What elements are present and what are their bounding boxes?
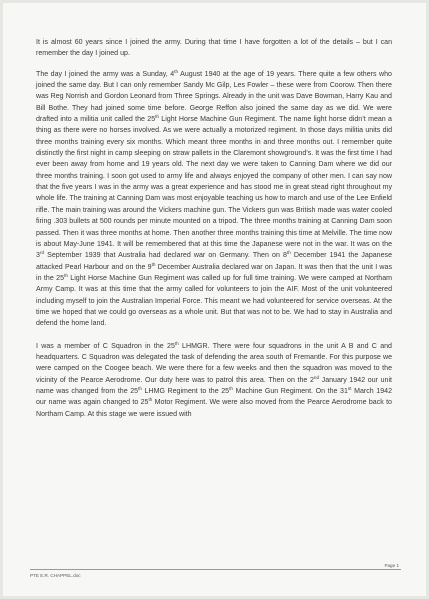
text-run: Machine Gun Regiment. On the 31 [232,387,348,395]
ordinal-suffix: th [229,386,233,392]
ordinal-suffix: th [151,261,156,267]
paragraph-3 [36,341,392,420]
text-run: The day I joined the army was a Sunday, 4 [36,70,175,78]
text-run: LHMG Regiment to the 25 [141,387,230,395]
text-run: March 1942 our name was again changed to 25 [36,387,393,407]
text-run: I was a member of C Squadron in the 25 [36,342,175,350]
text-run: December 1941 the Japanese attacked Pearl Harbour and on the 9 [36,252,392,271]
document-page [3,3,426,596]
ordinal-suffix: th [138,386,142,392]
ordinal-suffix: th [174,340,179,346]
text-run: Light Horse Machine Gun Regiment was called up for full time training. We were camped at Northam Army Camp. It was at this time that the army called for volunteers to join the AIF. Most of the unit volunteered including myself to join the Australian Imperial Force. This meant we had volunteered for service overseas. At the time we hoped that we could go overseas as a whole unit. But that was not to be. We had to stay in Australia and defend the home land. [36,274,393,328]
footer-filename: PTE E.R. CHAPPEL.doc [30,573,81,578]
text-run: LHMGR. There were four squadrons in the unit A B and C and headquarters. C Squadron was delegated the task of defending the area south of Fremantle. For this purpose we were camped on the Coogee beach. We were there for a few weeks and then the squadron was moved to the vicinity of the Pearce Aerodrome. Our duty here was to patrol this area. Then on the 2 [36,342,392,384]
text-run: December Australia declared war on Japan. It was then that the unit I was in the 25 [36,263,392,282]
document-body [36,37,392,420]
paragraph-2 [36,69,392,330]
ordinal-suffix: th [148,397,153,403]
ordinal-suffix: th [174,68,179,74]
text-run: Light Horse Machine Gun Regiment. The name light horse didn’t mean a thing as there were no horses involved. As we were actually a motorized regiment. In those days militia units did three months training every six months. Which meant three months in and three months out. I remember quite distinctly the first night in camp sleeping on straw pallets in the Claremont showground’s. It was the first time I had ever been away from home and 19 years old. The next day we were taken to Canning Dam where we did our three months training. I soon got used to army life and always enjoyed the company of other men. I can say now that the five years I was in the army was a great experience and has stood me in great stead right throughout my whole life. The training at Canning Dam was most enjoyable teaching us how to march and use of the Lee Enfield rifle. The main training was around the Vickers machine gun. The Vickers gun was British made was water cooled firing .303 bullets at 500 rounds per minute mounted on a tripod. The three months training at Canning Dam soon passed. Then it was three months at home. Then another three months training this time at Melville. The time now is about May-June 1941. It will be remembered that at this time the Japanese were not in the war. It was on the 3 [36,116,392,260]
text-run: September 1939 that Australia had declared war on Germany. Then on 8 [44,252,287,260]
text-run: Motor Regiment. We were also moved from the Pearce Aerodrome back to Northam Camp. At this stage we were issued with [36,399,392,418]
paragraph-1 [36,37,392,60]
page-number: Page 1 [384,563,399,568]
ordinal-suffix: nd [313,374,320,380]
footer-rule [30,569,401,570]
ordinal-suffix: th [286,250,291,256]
ordinal-suffix: th [64,273,68,279]
text-run: January 1942 our unit name was changed from the 25 [36,376,392,395]
ordinal-suffix: rd [39,250,45,256]
text-run: It is almost 60 years since I joined the army. During that time I have forgotten a lot of the details – but I can remember the day I joined up. [36,39,392,58]
ordinal-suffix: st [347,386,352,392]
text-run: August 1940 at the age of 19 years. There quite a few others who joined the same day. But I can only remember Sandy Mc Gilp, Les Fowler – these were from Coorow. Then there was Reg Norrish and Gordon Leonard from Three Springs. Already in the unit was Dave Bowman, Harry Kau and Bill Bothe. They had joined some time before. George Reffon also joined the same day as we did. We were drafted into a militia unit called the 25 [36,70,392,124]
ordinal-suffix: th [155,114,159,120]
